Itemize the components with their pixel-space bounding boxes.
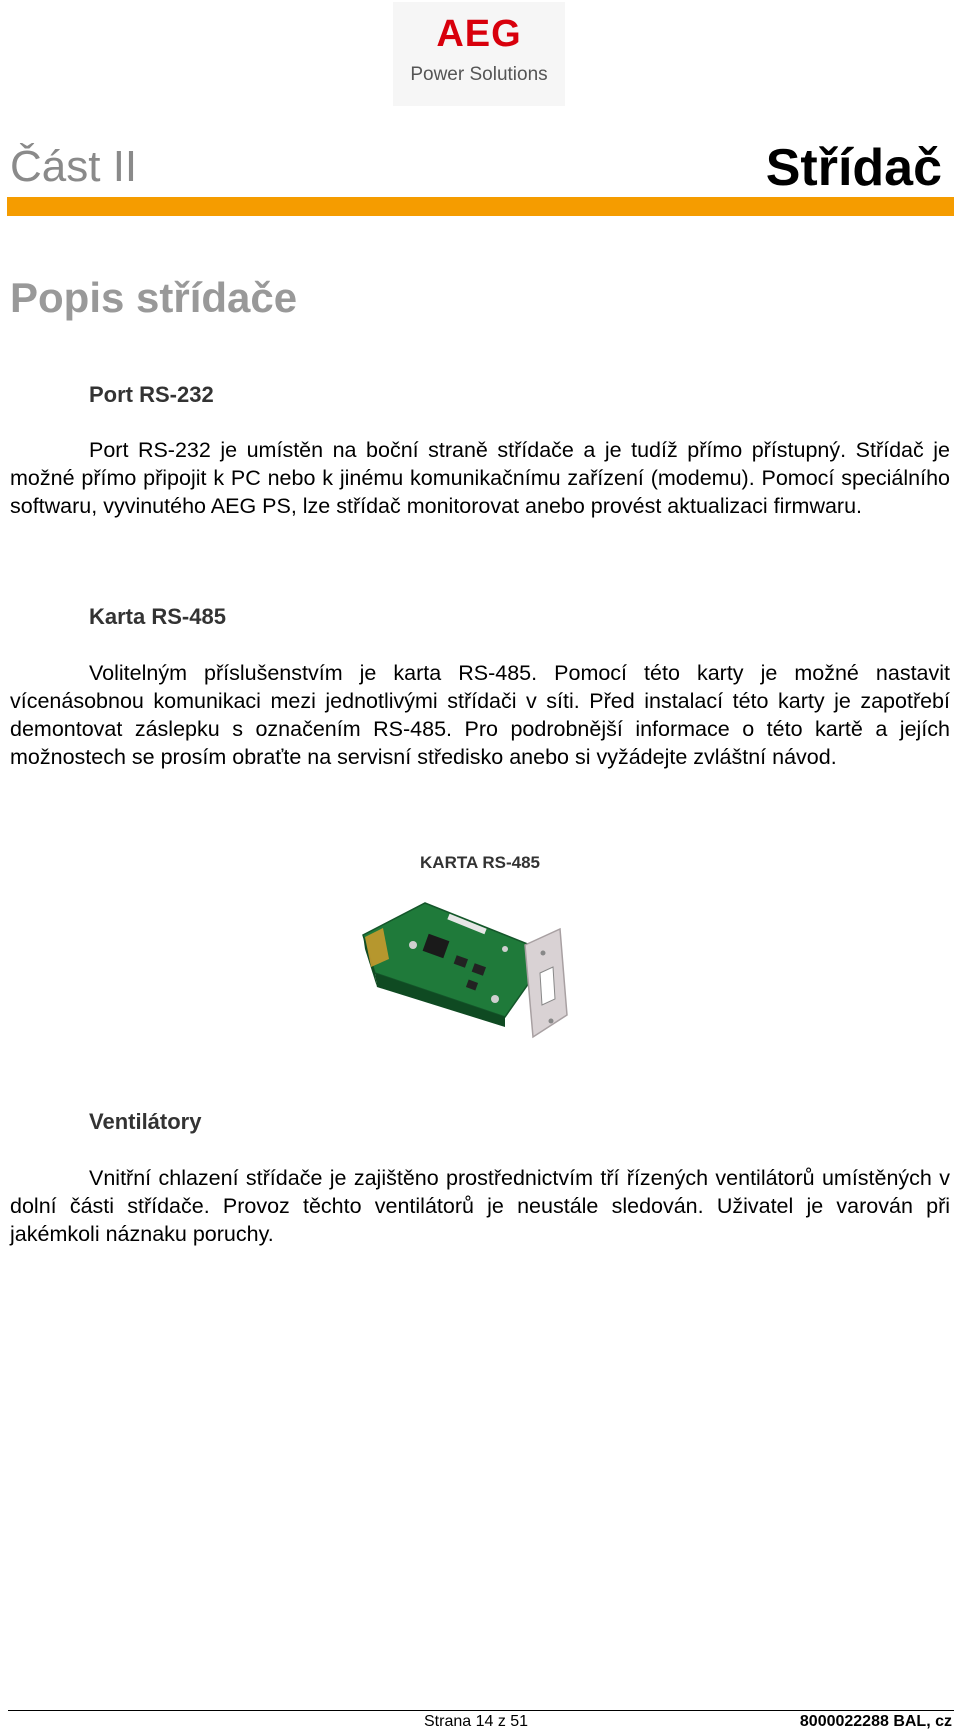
footer-divider	[8, 1710, 954, 1711]
logo-subtitle: Power Solutions	[410, 64, 548, 85]
rs485-text: Volitelným příslušenstvím je karta RS-485. Pomocí této karty je možné nastavit vícenásobnou komunikaci mezi jednotlivými střídači v síti. Před instalací této karty je zapotřebí demontovat záslepku s označením RS-485. Pro podrobnější informace o této kartě a jejích možnostech se prosím obraťte na servisní středisko anebo si vyžádejte zvláštní návod.	[10, 661, 950, 769]
page-number: Strana 14 z 51	[424, 1713, 529, 1730]
fans-heading: Ventilátory	[89, 1109, 202, 1134]
rs485-card-image	[355, 895, 605, 1055]
fans-paragraph	[10, 1164, 950, 1248]
aeg-logo	[393, 2, 565, 106]
header-divider-bar	[7, 197, 954, 216]
rs232-heading: Port RS-232	[89, 382, 214, 407]
rs485-heading: Karta RS-485	[89, 604, 226, 629]
part-label: Část II	[10, 142, 138, 191]
chapter-title: Střídač	[765, 139, 942, 197]
rs232-text: Port RS-232 je umístěn na boční straně střídače a je tudíž přímo přístupný. Střídač je možné přímo připojit k PC nebo k jinému komunikačnímu zařízení (modemu). Pomocí speciálního softwaru, vyvinutého AEG PS, lze střídač monitorovat anebo provést aktualizaci firmwaru.	[10, 438, 950, 518]
document-id: 8000022288 BAL, cz	[799, 1713, 952, 1730]
fans-text: Vnitřní chlazení střídače je zajištěno prostřednictvím tří řízených ventilátorů umístěných v dolní části střídače. Provoz těchto ventilátorů je neustále sledován. Uživatel je varován při jakémkoli náznaku poruchy.	[10, 1166, 950, 1246]
logo-brand: AEG	[436, 13, 522, 55]
figure-caption: KARTA RS-485	[420, 853, 540, 872]
rs232-paragraph	[10, 436, 950, 520]
section-title: Popis střídače	[10, 274, 298, 321]
rs485-paragraph	[10, 659, 950, 771]
